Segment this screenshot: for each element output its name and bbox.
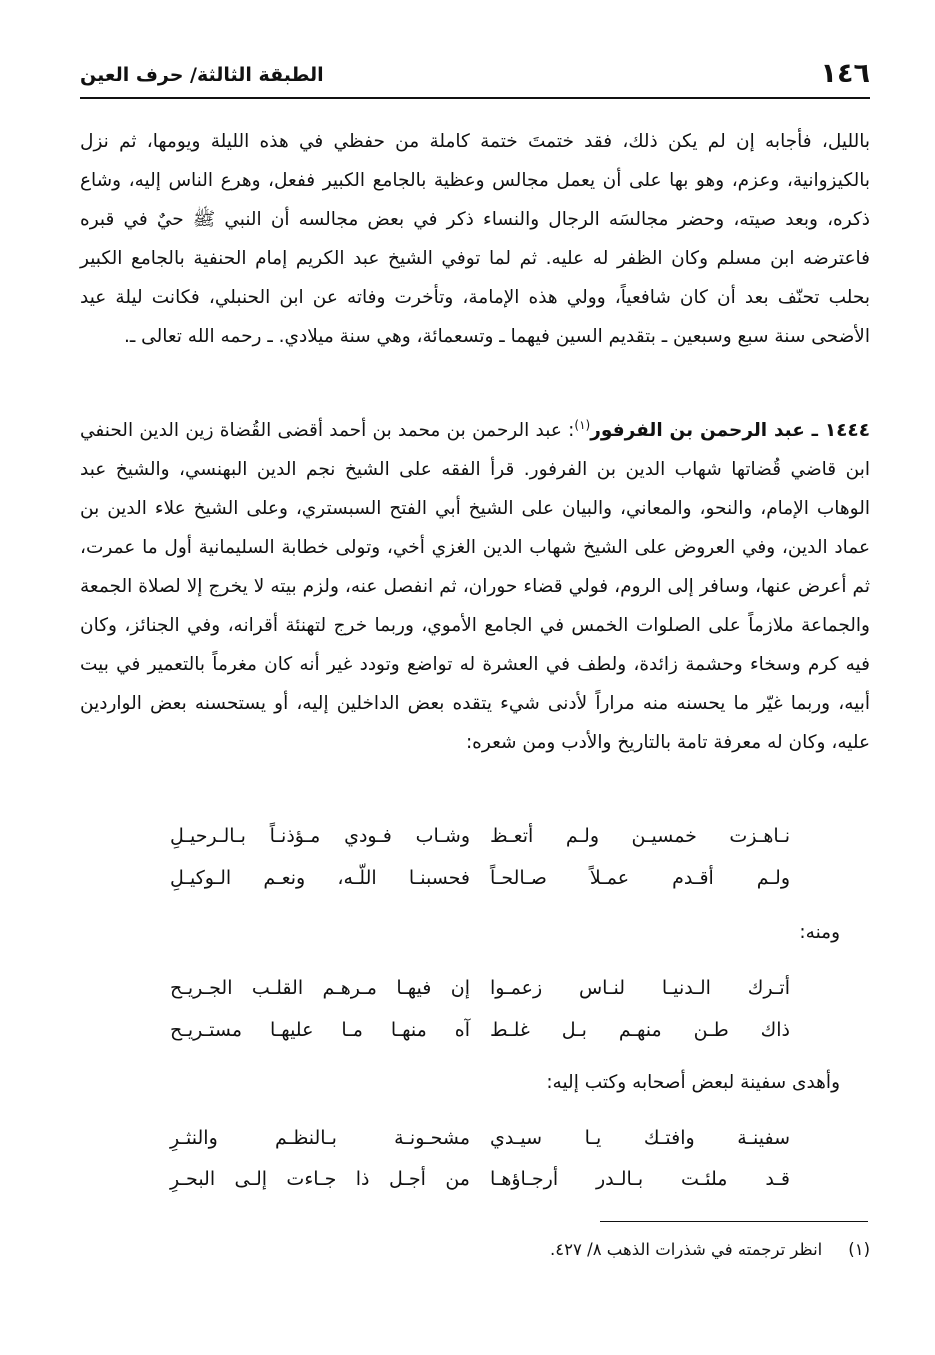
entry-body-text: : عبد الرحمن بن محمد بن أحمد أقضى القُضاة زين الدين الحنفي ابن قاضي قُضاتها شهاب الدين بن الفرفور. قرأ الفقه على الشيخ نجم الدين البهنسي، والشيخ عبد الوهاب الإمام، والنحو، والمعاني، والبيان على الشيخ أبي الفتح السبستري، وعلى الشيخ علاء الدين بن عماد الدين، وفي العروض على الشيخ شهاب الدين الغزي أخي، وتولى خطابة السليمانية أول ما عمرت، ثم أعرض عنها، وسافر إلى الروم، فولي قضاء حوران، ثم انفصل عنه، ولزم بيته لا يخرج إلا لصلاة الجمعة والجماعة ملازماً على الصلوات الخمس في الجامع الأموي، وربما خرج لتهنئة أقرانه، وفي الجنائز، وكان فيه كرم وسخاء وحشمة زائدة، ولطف في العشرة له تواضع وتودد غير أنه كان مغرماً بالتعمير في بيت أبيه، وربما غيّر ما يحسنه منه مراراً لأدنى شيء يتقده بعض الداخلين إليه، أو يستحسنه بعض الواردين عليه، وكان له معرفة تامة بالتاريخ والأدب ومن شعره:	[80, 420, 870, 754]
verse-first-hemistich: نـاهـزت خمسيـن ولـم أتعـظ	[490, 825, 790, 847]
poem-intro: وأهدى سفينة لبعض أصحابه وكتب إليه:	[546, 1072, 840, 1093]
verse-line	[140, 1127, 790, 1167]
verse-line	[140, 867, 790, 907]
poem-intro: ومنه:	[799, 922, 840, 943]
verse-second-hemistich: وشـاب فـودي مـؤذنـاً بـالـرحيـلِ	[170, 825, 470, 847]
entry-heading: ١٤٤٤ ـ عبد الرحمن بن الفرفور	[590, 420, 870, 442]
verse-line	[140, 977, 790, 1017]
footnote-marker: (١)	[848, 1240, 870, 1259]
footnote-rule	[600, 1221, 868, 1222]
verse-second-hemistich: من أجـل ذا جـاءت إلـى البحـرِ	[170, 1168, 470, 1190]
verse-second-hemistich: آه منهـا مـا عليهـا مستـريـح	[170, 1019, 470, 1041]
footnote-reference: (١)	[574, 418, 591, 432]
footnote	[550, 1240, 870, 1259]
page-number: ١٤٦	[820, 58, 870, 89]
verse-line	[140, 825, 790, 865]
verse-first-hemistich: ولـم أقـدم عمـلاً صـالحـاً	[490, 867, 790, 889]
verse-first-hemistich: ذاك طـن منهـم بـل غلـط	[490, 1019, 790, 1041]
verse-second-hemistich: إن فيهـا مـرهـم القلـب الجـريـح	[170, 977, 470, 999]
verse-first-hemistich: سفينـة وافتـك يـا سيـدي	[490, 1127, 790, 1149]
header-rule	[80, 97, 870, 99]
footnote-text: انظر ترجمته في شذرات الذهب ٨/ ٤٢٧.	[550, 1240, 823, 1259]
running-title: الطبقة الثالثة/ حرف العين	[80, 64, 324, 86]
paragraph-continuation: بالليل، فأجابه إن لم يكن ذلك، فقد ختمتَ ختمة كاملة من حفظي في هذه الليلة ويومها، ثم نزل بالكيزوانية، وعزم، وهو بها على أن يعمل مجالس وعظية بالجامع الكبير ففعل، وهرع الناس إليه، وشاع ذكره، وبعد صيته، وحضر مجالسَه الرجال والنساء ذكر في بعض مجالسه أن النبي ﷺ حيٌ في قبره فاعترضه ابن مسلم وكان الظفر له عليه. ثم لما توفي الشيخ عبد الكريم إمام الحنفية بالجامع الكبير بحلب تحنّف بعد أن كان شافعياً، وولي هذه الإمامة، وتأخرت وفاته عن ابن الحنبلي، فكانت ليلة عيد الأضحى سنة سبع وسبعين ـ بتقديم السين فيهما ـ وتسعمائة، وهي سنة ميلادي. ـ رحمه الله تعالى ـ.	[80, 131, 870, 347]
verse-line	[140, 1019, 790, 1059]
verse-second-hemistich: مشحـونـة بـالنظـم والنثـرِ	[170, 1127, 470, 1149]
entry-paragraph	[80, 406, 870, 762]
page-header	[80, 58, 870, 94]
verse-line	[140, 1168, 790, 1208]
verse-second-hemistich: فحسبنـا اللّـه، ونعـم الـوكيـلِ	[170, 867, 470, 889]
verse-first-hemistich: قـد ملئـت بـالـدر أرجـاؤهـا	[490, 1168, 790, 1190]
verse-first-hemistich: أتـرك الـدنيـا لنـاس زعمـوا	[490, 977, 790, 999]
